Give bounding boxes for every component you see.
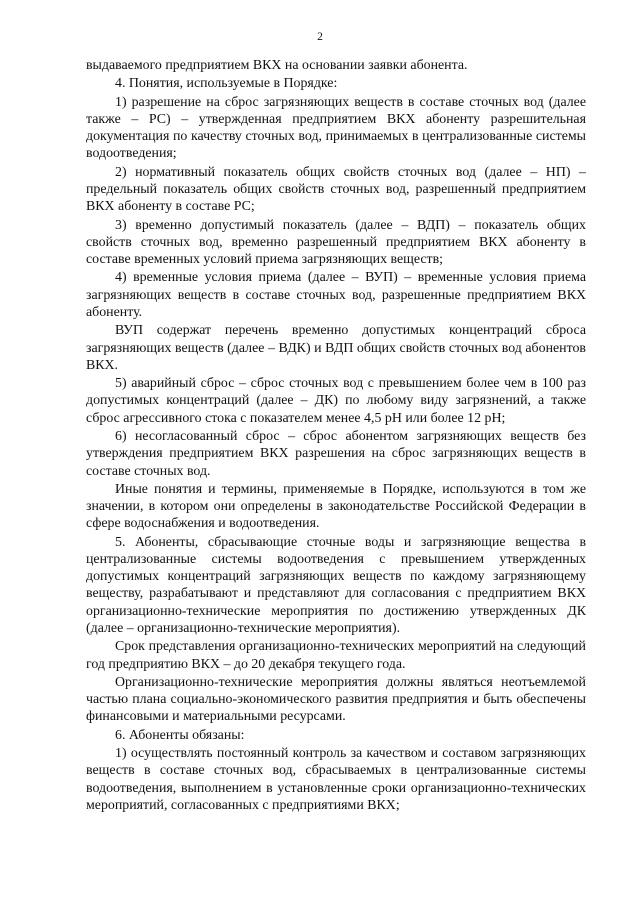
paragraph-definition-np: 2) нормативный показатель общих свойств сточных вод (далее – НП) – предельный показатель общих свойств сточных вод, разрешенный предприятием ВКХ абоненту в составе РС; (86, 164, 586, 215)
paragraph-definition-rs: 1) разрешение на сброс загрязняющих веществ в составе сточных вод (далее также – РС) – утвержденная предприятием ВКХ абоненту разрешительная документация по качеству сточных вод, принимаемых в централизованные системы водоотведения; (86, 94, 586, 162)
paragraph-definition-emergency-discharge: 5) аварийный сброс – сброс сточных вод с превышением более чем в 100 раз допустимых концентраций (далее – ДК) по любому виду загрязнений, а также сброс агрессивного стока с показателем менее 4,5 pH или более 12 pH; (86, 376, 586, 426)
paragraph-continuation: выдаваемого предприятием ВКХ на основании заявки абонента. (86, 58, 468, 73)
paragraph-vup-content: ВУП содержат перечень временно допустимых концентраций сброса загрязняющих веществ (далее – ВДК) и ВДП общих свойств сточных вод абонентов ВКХ. (86, 323, 586, 373)
paragraph-definition-vdp: 3) временно допустимый показатель (далее – ВДП) – показатель общих свойств сточных вод, временно разрешенный предприятием ВКХ абоненту в составе временных условий приема загрязняющих веществ; (86, 217, 586, 268)
paragraph-section-4-heading: 4. Понятия, используемые в Порядке: (115, 76, 338, 92)
paragraph-measures-integral: Организационно-технические мероприятия должны являться неотъемлемой частью плана социально-экономического развития предприятия и быть обеспечены финансовыми и материальными ресурсами. (86, 674, 586, 725)
paragraph-section-6-heading: 6. Абоненты обязаны: (115, 727, 245, 743)
paragraph-other-terms: Иные понятия и термины, применяемые в Порядке, используются в том же значении, в котором они определены в законодательстве Российской Федерации в сфере водоснабжения и водоотведения. (86, 481, 586, 532)
document-body (86, 57, 586, 815)
paragraph-obligation-1: 1) осуществлять постоянный контроль за качеством и составом загрязняющих веществ в составе сточных вод, сбрасываемых в централизованные системы водоотведения, выполнением в установленные сроки организационно-технических мероприятий, согласованных с предприятиями ВКХ; (86, 746, 586, 813)
paragraph-definition-vup: 4) временные условия приема (далее – ВУП) – временные условия приема загрязняющих веществ в составе сточных вод, разрешенные предприятием ВКХ абоненту. (86, 270, 586, 320)
paragraph-definition-unapproved-discharge: 6) несогласованный сброс – сброс абонентом загрязняющих веществ без утверждения предприятием ВКХ разрешения на сброс загрязняющих веществ в составе сточных вод. (86, 429, 586, 479)
paragraph-submission-deadline: Срок представления организационно-технических мероприятий на следующий год предприятию ВКХ – до 20 декабря текущего года. (86, 639, 586, 672)
paragraph-section-5: 5. Абоненты, сбрасывающие сточные воды и загрязняющие вещества в централизованные системы водоотведения с превышением утвержденных допустимых концентраций загрязняющих веществ по каждому загрязняющему веществу, разрабатывают и представляют для согласования с предприятием ВКХ организационно-технические мероприятия по достижению утвержденных ДК (далее – организационно-технические мероприятия). (86, 534, 586, 636)
page-number: 2 (317, 31, 323, 43)
